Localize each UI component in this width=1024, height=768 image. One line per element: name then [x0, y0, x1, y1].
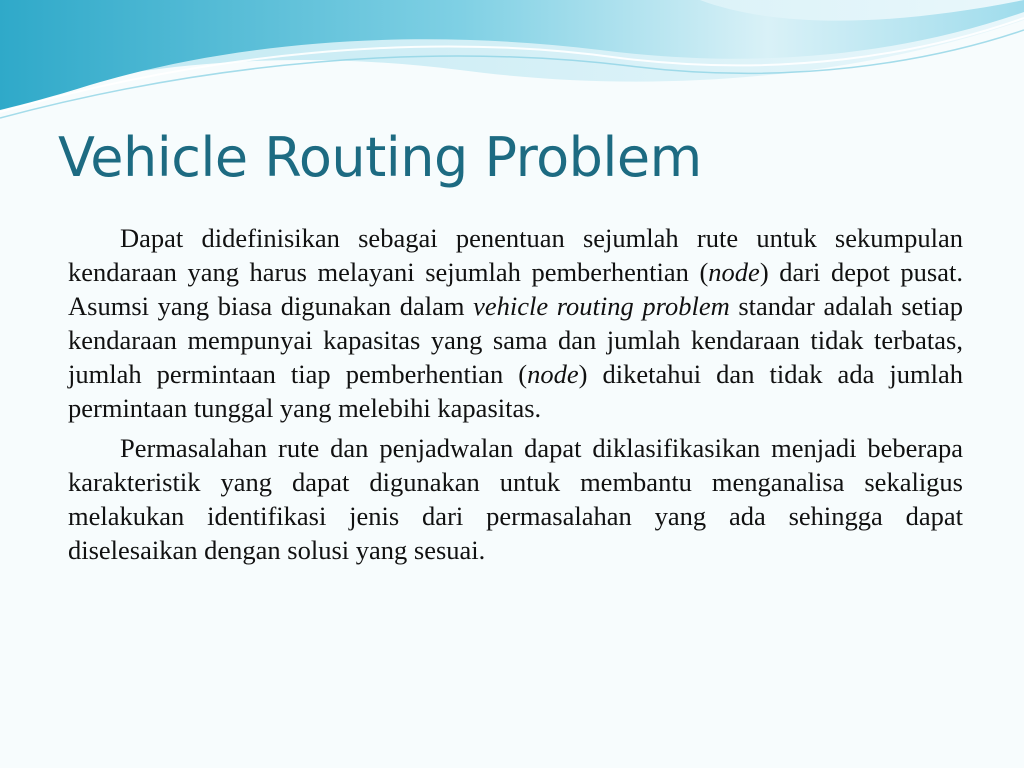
text-segment: ) dari depot pusat. Asumsi yang biasa digunakan dalam	[68, 257, 963, 321]
header-wave-decoration	[0, 0, 1024, 130]
italic-term-node: node	[708, 257, 760, 287]
slide-body	[68, 221, 963, 567]
italic-term-vrp: vehicle routing problem	[473, 291, 730, 321]
text-segment: ) diketahui dan tidak ada jumlah permintaan tunggal yang melebihi kapasitas.	[68, 359, 963, 423]
paragraph-classification: Permasalahan rute dan penjadwalan dapat diklasifikasikan menjadi beberapa karakteristik yang dapat digunakan untuk membantu menganalisa sekaligus melakukan identifikasi jenis dari permasalahan yang ada sehingga dapat diselesaikan dengan solusi yang sesuai.	[68, 433, 963, 565]
text-segment: standar adalah setiap kendaraan mempunyai kapasitas yang sama dan jumlah kendaraan tidak terbatas, jumlah permintaan tiap pemberhentian (	[68, 291, 964, 389]
slide-title: Vehicle Routing Problem	[58, 126, 702, 189]
italic-term-node: node	[527, 359, 579, 389]
paragraph-definition	[68, 221, 963, 425]
text-segment: Dapat didefinisikan sebagai penentuan sejumlah rute untuk sekumpulan kendaraan yang harus melayani sejumlah pemberhentian (	[68, 223, 963, 287]
